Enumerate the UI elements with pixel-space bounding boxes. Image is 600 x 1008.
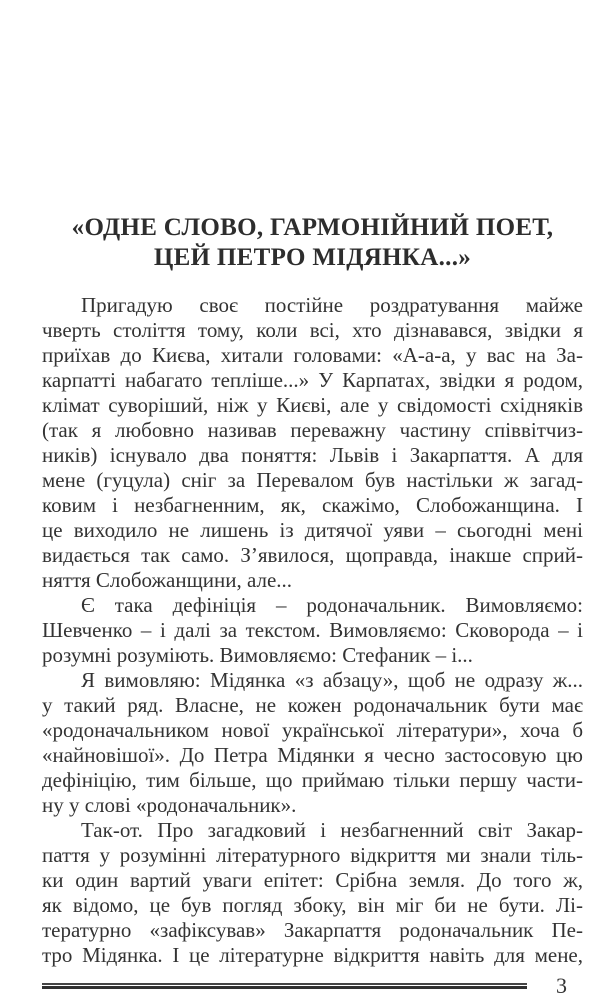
text-line: приїхав до Києва, хитали головами: «А-а-а, у вас на За- (42, 343, 583, 367)
text-line: Шевченко – і далі за текстом. Вимовляємо: Сковорода – і (42, 618, 583, 642)
text-line: ковим і незбагненним, як, скажімо, Слобожанщина. І (42, 493, 583, 517)
text-line: Так-от. Про загадковий і незбагненний світ Закар- (81, 818, 583, 842)
text-line: тро Мідянка. І це літературне відкриття навіть для мене, (42, 943, 583, 967)
page-number: 3 (556, 973, 567, 998)
text-line: «родоначальником нової української літератури», хоча б (42, 718, 583, 742)
paragraph (42, 818, 583, 968)
text-line: мене (гуцула) сніг за Перевалом був настільки ж загад- (42, 468, 583, 492)
text-line: чверть століття тому, коли всі, хто дізнавався, звідки я (42, 318, 583, 342)
text-line: розумні розуміють. Вимовляємо: Стефаник – і... (42, 643, 473, 667)
text-line: Пригадую своє постійне роздратування майже (81, 293, 583, 317)
text-line: дефініцію, тим більше, що приймаю тільки першу части- (42, 768, 583, 792)
chapter-title-line-2: ЦЕЙ ПЕТРО МІДЯНКА...» (153, 244, 472, 271)
text-line: це виходило не лишень із дитячої уяви – сьогодні мені (42, 518, 583, 542)
text-line: ки один вартий уваги епітет: Срібна земля. До того ж, (42, 868, 583, 892)
chapter-title (42, 213, 583, 273)
text-line: ну у слові «родоначальник». (42, 793, 297, 817)
body-text (42, 293, 583, 968)
text-line: як відомо, це був погляд збоку, він міг би не бути. Лі- (42, 893, 583, 917)
text-line: няття Слобожанщини, але... (42, 568, 293, 592)
paragraph (42, 593, 583, 668)
text-line: паття у розумінні літературного відкриття ми знали тіль- (42, 843, 583, 867)
text-line: «найновішої». До Петра Мідянки я чесно застосовую цю (42, 743, 583, 767)
text-line: (так я любовно називав переважну частину співвітчиз- (42, 418, 583, 442)
text-line: ників) існувало два поняття: Львів і Закарпаття. А для (42, 443, 583, 467)
footer-rule (42, 983, 527, 989)
text-line: у такий ряд. Власне, не кожен родоначальник бути має (42, 693, 583, 717)
text-line: Я вимовляю: Мідянка «з абзацу», щоб не одразу ж... (81, 668, 583, 692)
paragraph (42, 293, 583, 593)
text-line: клімат суворіший, ніж у Києві, але у свідомості східняків (42, 393, 583, 417)
text-line: тературно «зафіксував» Закарпаття родоначальник Пе- (42, 918, 583, 942)
text-line: видається так само. З’явилося, щоправда, інакше сприй- (42, 543, 583, 567)
chapter-title-line-1: «ОДНЕ СЛОВО, ГАРМОНІЙНИЙ ПОЕТ, (71, 214, 554, 241)
paragraph (42, 668, 583, 818)
text-line: Є така дефініція – родоначальник. Вимовляємо: (81, 593, 583, 617)
text-line: карпатті набагато тепліше...» У Карпатах, звідки я родом, (42, 368, 583, 392)
